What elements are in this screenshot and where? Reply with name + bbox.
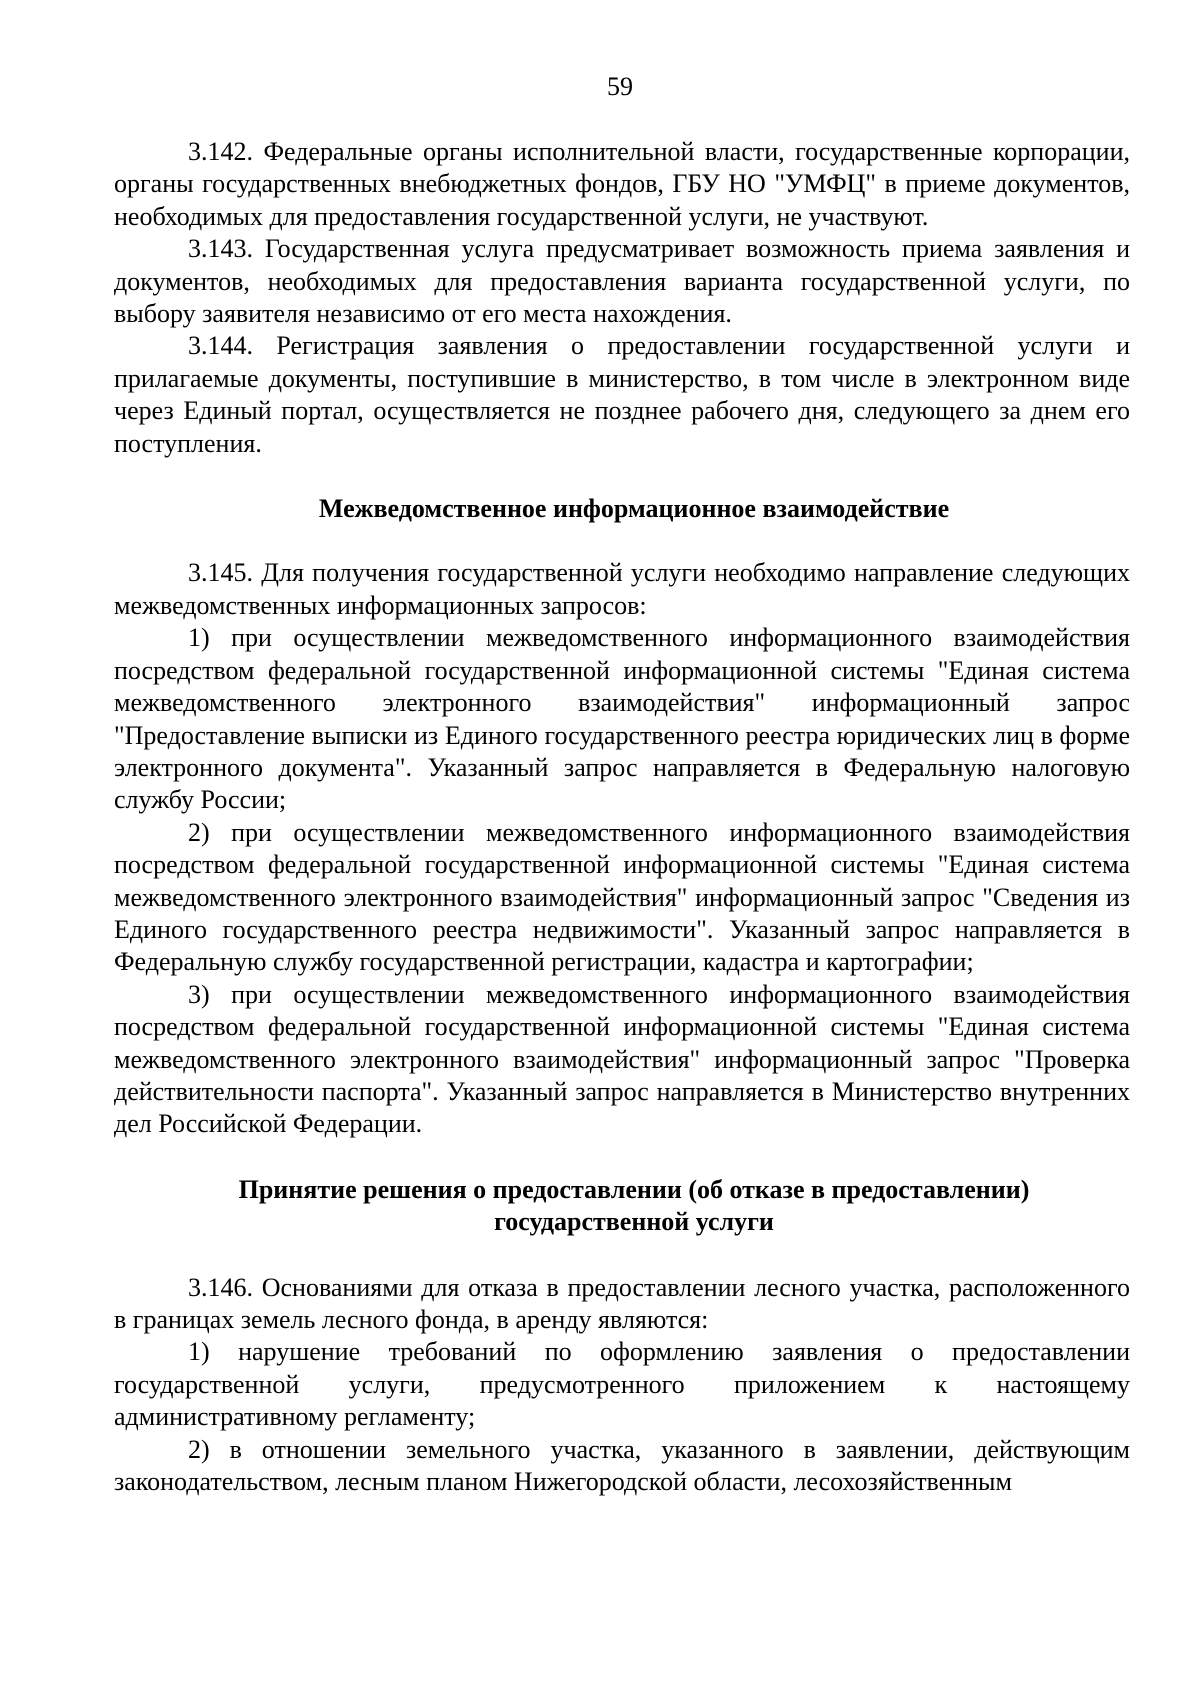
paragraph-3-145: 3.145. Для получения государственной услуги необходимо направление следующих межведомственных информационных запросов: xyxy=(114,558,1130,620)
section-heading-decision xyxy=(114,1174,1130,1239)
list-item-3: 3) при осуществлении межведомственного информационного взаимодействия посредством федеральной государственной информационной системы "Единая система межведомственного электронного взаимодействия" информационный запрос "Проверка действительности паспорта". Указанный запрос направляется в Министерство внутренних дел Российской Федерации. xyxy=(114,979,1130,1139)
document-body xyxy=(114,136,1130,1498)
refusal-item-2: 2) в отношении земельного участка, указанного в заявлении, действующим законодательством, лесным планом Нижегородской области, лесохозяйственным xyxy=(114,1434,1130,1497)
paragraph-3-143: 3.143. Государственная услуга предусматривает возможность приема заявления и документов, необходимых для предоставления варианта государственной услуги, по выбору заявителя независимо от его места нахождения. xyxy=(114,234,1130,329)
section-heading-interagency: Межведомственное информационное взаимодействие xyxy=(318,494,950,524)
page-number: 59 xyxy=(607,72,633,101)
section-heading-decision-line-1: Принятие решения о предоставлении (об отказе в предоставлении) xyxy=(238,1174,1030,1204)
paragraph-3-142: 3.142. Федеральные органы исполнительной власти, государственные корпорации, органы государственных внебюджетных фондов, ГБУ НО "УМФЦ" в приеме документов, необходимых для предоставления государственной услуги, не участвуют. xyxy=(114,137,1130,231)
section-heading-decision-line-2: государственной услуги xyxy=(494,1207,774,1237)
paragraph-3-144: 3.144. Регистрация заявления о предоставлении государственной услуги и прилагаемые документы, поступившие в министерство, в том числе в электронном виде через Единый портал, осуществляется не позднее рабочего дня, следующего за днем его поступления. xyxy=(114,331,1130,458)
refusal-item-1: 1) нарушение требований по оформлению заявления о предоставлении государственной услуги, предусмотренного приложением к настоящему административному регламенту; xyxy=(114,1337,1130,1432)
list-item-2: 2) при осуществлении межведомственного информационного взаимодействия посредством федеральной государственной информационной системы "Единая система межведомственного электронного взаимодействия" информационный запрос "Сведения из Единого государственного реестра недвижимости". Указанный запрос направляется в Федеральную службу государственной регистрации, кадастра и картографии; xyxy=(114,817,1130,977)
list-item-1: 1) при осуществлении межведомственного информационного взаимодействия посредством федеральной государственной информационной системы "Единая система межведомственного электронного взаимодействия" информационный запрос "Предоставление выписки из Единого государственного реестра юридических лиц в форме электронного документа". Указанный запрос направляется в Федеральную налоговую службу России; xyxy=(114,623,1130,815)
paragraph-3-146: 3.146. Основаниями для отказа в предоставлении лесного участка, расположенного в границах земель лесного фонда, в аренду являются: xyxy=(114,1272,1130,1334)
